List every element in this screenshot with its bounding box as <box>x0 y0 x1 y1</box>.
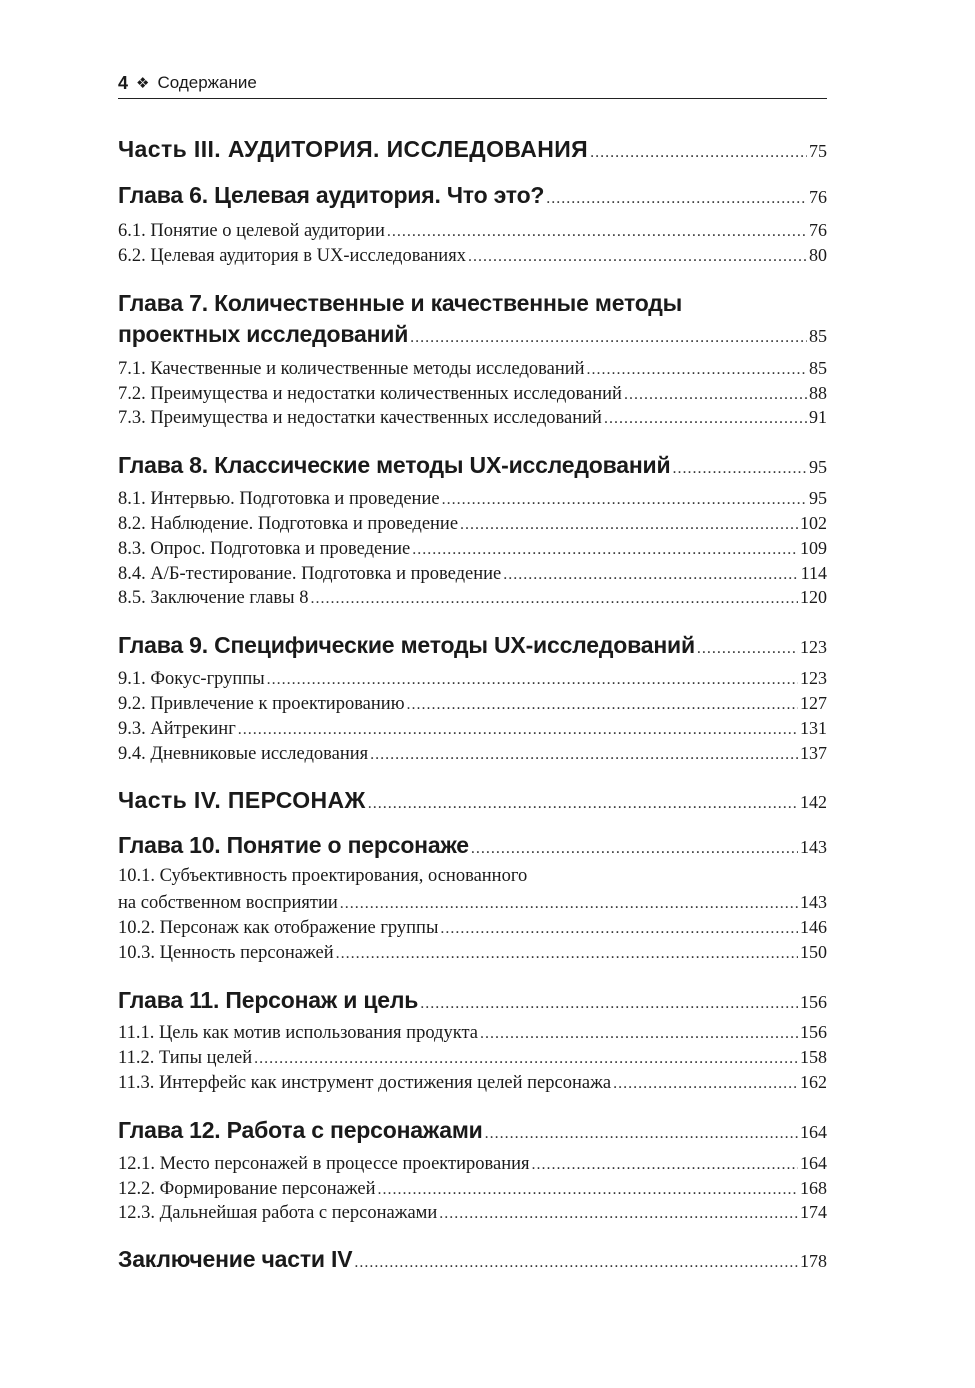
toc-section-8-4[interactable] <box>118 562 827 586</box>
entry-page: 150 <box>800 942 827 962</box>
toc-section-12-3[interactable] <box>118 1201 827 1225</box>
entry-title: Глава 9. Специфические методы UX-исследований <box>118 632 695 658</box>
leader-dots <box>442 489 807 511</box>
entry-page: 164 <box>800 1122 827 1142</box>
leader-dots <box>590 144 807 162</box>
entry-title: Глава 8. Классические методы UX-исследований <box>118 452 671 478</box>
leader-dots <box>340 893 798 915</box>
leader-dots <box>587 359 807 381</box>
toc-section-12-2[interactable] <box>118 1177 827 1201</box>
entry-title: 11.2. Типы целей <box>118 1048 253 1068</box>
entry-page: 123 <box>800 668 827 688</box>
entry-title: 9.2. Привлечение к проектированию <box>118 694 405 714</box>
entry-title: 8.4. А/Б-тестирование. Подготовка и проведение <box>118 564 502 584</box>
toc-section-11-2[interactable] <box>118 1046 827 1070</box>
toc-section-10-1[interactable] <box>118 891 827 915</box>
entry-page: 114 <box>800 563 827 583</box>
entry-title: Часть IV. ПЕРСОНАЖ <box>118 787 366 813</box>
entry-page: 109 <box>800 538 827 558</box>
entry-title: 12.2. Формирование персонажей <box>118 1179 376 1199</box>
toc-chapter-7[interactable] <box>118 321 827 348</box>
entry-title: 12.3. Дальнейшая работа с персонажами <box>118 1203 438 1223</box>
leader-dots <box>378 1179 799 1201</box>
entry-title: 11.3. Интерфейс как инструмент достижения целей персонажа <box>118 1073 612 1093</box>
leader-dots <box>354 1254 798 1272</box>
entry-page: 143 <box>800 837 827 857</box>
entry-title: 6.1. Понятие о целевой аудитории <box>118 221 385 241</box>
entry-page: 158 <box>800 1047 827 1067</box>
entry-page: 91 <box>809 407 827 427</box>
toc-chapter-8[interactable] <box>118 452 827 479</box>
entry-page: 143 <box>800 892 827 912</box>
toc-chapter-11[interactable] <box>118 987 827 1014</box>
entry-page: 162 <box>800 1072 827 1092</box>
toc-section-9-1[interactable] <box>118 667 827 691</box>
toc-conclusion-part-4[interactable] <box>118 1246 827 1273</box>
entry-page: 76 <box>809 187 827 207</box>
entry-page: 123 <box>800 637 827 657</box>
entry-title: Глава 6. Целевая аудитория. Что это? <box>118 182 545 208</box>
leader-dots <box>370 744 798 766</box>
toc-section-6-2[interactable] <box>118 244 827 268</box>
toc-section-7-3[interactable] <box>118 406 827 430</box>
entry-title: на собственном восприятии <box>118 893 338 913</box>
leader-dots <box>546 190 807 208</box>
entry-title: 11.1. Цель как мотив использования продукта <box>118 1023 478 1043</box>
toc-chapter-7-line1[interactable]: Глава 7. Количественные и качественные методы <box>118 290 683 316</box>
running-head <box>118 68 827 99</box>
toc-section-11-1[interactable] <box>118 1021 827 1045</box>
toc-section-7-1[interactable] <box>118 357 827 381</box>
entry-page: 168 <box>800 1178 827 1198</box>
entry-page: 120 <box>800 587 827 607</box>
entry-title: 8.3. Опрос. Подготовка и проведение <box>118 539 411 559</box>
entry-title: Глава 10. Понятие о персонаже <box>118 832 469 858</box>
toc-chapter-12[interactable] <box>118 1117 827 1144</box>
leader-dots <box>480 1023 798 1045</box>
toc-section-10-1-line1[interactable]: 10.1. Субъективность проектирования, основанного <box>118 866 528 886</box>
toc-section-8-3[interactable] <box>118 537 827 561</box>
toc-part-3[interactable] <box>118 136 827 163</box>
leader-dots <box>697 640 798 658</box>
toc-chapter-9[interactable] <box>118 632 827 659</box>
entry-page: 131 <box>800 718 827 738</box>
leader-dots <box>310 588 798 610</box>
entry-title: 9.4. Дневниковые исследования <box>118 744 369 764</box>
toc-section-9-3[interactable] <box>118 717 827 741</box>
ornament-icon: ❖ <box>136 75 150 92</box>
entry-page: 137 <box>800 743 827 763</box>
toc-section-8-1[interactable] <box>118 487 827 511</box>
entry-page: 80 <box>809 245 827 265</box>
toc-section-10-3[interactable] <box>118 941 827 965</box>
toc-section-11-3[interactable] <box>118 1071 827 1095</box>
entry-page: 156 <box>800 1022 827 1042</box>
entry-page: 146 <box>800 917 827 937</box>
leader-dots <box>485 1125 798 1143</box>
leader-dots <box>238 719 798 741</box>
entry-page: 102 <box>800 513 827 533</box>
leader-dots <box>613 1073 798 1095</box>
leader-dots <box>336 943 798 965</box>
leader-dots <box>471 840 798 858</box>
toc-section-12-1[interactable] <box>118 1152 827 1176</box>
leader-dots <box>468 246 807 268</box>
toc-section-10-2[interactable] <box>118 916 827 940</box>
toc-section-8-2[interactable] <box>118 512 827 536</box>
leader-dots <box>604 408 807 430</box>
toc-section-6-1[interactable] <box>118 219 827 243</box>
running-head-title: Содержание <box>157 73 257 92</box>
entry-title: Глава 12. Работа с персонажами <box>118 1117 483 1143</box>
entry-title: Глава 11. Персонаж и цель <box>118 987 419 1013</box>
entry-title: 6.2. Целевая аудитория в UX-исследованиях <box>118 246 466 266</box>
entry-page: 88 <box>809 383 827 403</box>
toc-part-4[interactable] <box>118 787 827 814</box>
entry-title: Часть III. АУДИТОРИЯ. ИССЛЕДОВАНИЯ <box>118 136 589 162</box>
toc-chapter-6[interactable] <box>118 182 827 209</box>
leader-dots <box>254 1048 798 1070</box>
toc-section-7-2[interactable] <box>118 382 827 406</box>
entry-page: 95 <box>809 457 827 477</box>
leader-dots <box>407 694 798 716</box>
entry-title: 12.1. Место персонажей в процессе проектирования <box>118 1154 530 1174</box>
entry-title: 9.3. Айтрекинг <box>118 719 236 739</box>
leader-dots <box>439 1203 798 1225</box>
entry-page: 76 <box>809 220 827 240</box>
leader-dots <box>267 669 798 691</box>
page-number: 4 <box>118 72 129 93</box>
entry-title: 10.3. Ценность персонажей <box>118 943 334 963</box>
entry-title: 9.1. Фокус-группы <box>118 669 265 689</box>
entry-page: 174 <box>800 1202 827 1222</box>
entry-page: 85 <box>809 326 827 346</box>
entry-title: 8.2. Наблюдение. Подготовка и проведение <box>118 514 459 534</box>
leader-dots <box>624 384 807 406</box>
leader-dots <box>532 1154 798 1176</box>
entry-page: 156 <box>800 992 827 1012</box>
leader-dots <box>440 918 798 940</box>
entry-title: 8.5. Заключение главы 8 <box>118 588 309 608</box>
entry-page: 95 <box>809 488 827 508</box>
leader-dots <box>460 514 798 536</box>
entry-title: 7.3. Преимущества и недостатки качественных исследований <box>118 408 602 428</box>
entry-title: 10.2. Персонаж как отображение группы <box>118 918 439 938</box>
leader-dots <box>368 795 798 813</box>
entry-title: проектных исследований <box>118 321 409 347</box>
entry-title: 7.1. Качественные и количественные методы исследований <box>118 359 585 379</box>
entry-page: 75 <box>809 141 827 161</box>
toc-section-8-5[interactable] <box>118 586 827 610</box>
leader-dots <box>412 539 798 561</box>
leader-dots <box>503 564 798 586</box>
entry-page: 85 <box>809 358 827 378</box>
entry-title: 7.2. Преимущества и недостатки количественных исследований <box>118 384 622 404</box>
leader-dots <box>387 221 807 243</box>
leader-dots <box>420 995 798 1013</box>
entry-page: 142 <box>800 792 827 812</box>
entry-title: 8.1. Интервью. Подготовка и проведение <box>118 489 440 509</box>
toc-chapter-10[interactable] <box>118 832 827 859</box>
leader-dots <box>672 460 807 478</box>
toc-section-9-4[interactable] <box>118 742 827 766</box>
entry-page: 127 <box>800 693 827 713</box>
toc-section-9-2[interactable] <box>118 692 827 716</box>
entry-page: 164 <box>800 1153 827 1173</box>
leader-dots <box>410 329 807 347</box>
entry-page: 178 <box>800 1251 827 1271</box>
entry-title: Заключение части IV <box>118 1246 353 1272</box>
